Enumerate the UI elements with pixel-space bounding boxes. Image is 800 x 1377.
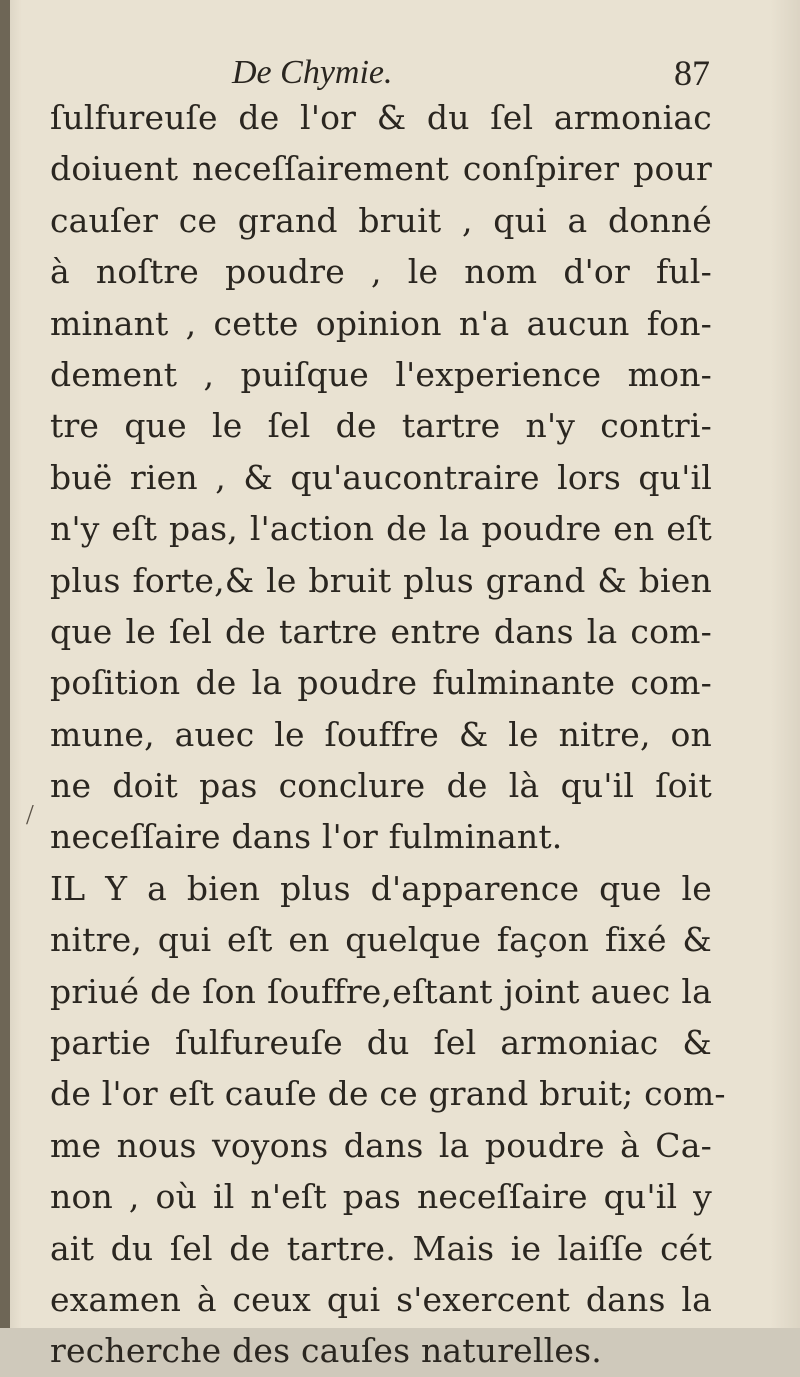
- page-gutter-shadow: [0, 0, 10, 1328]
- text-line: buë rien , & qu'aucontraire lors qu'il: [50, 457, 712, 497]
- text-line: poſition de la poudre fulminante com-: [50, 663, 712, 703]
- text-line: priué de ſon ſouffre,eſtant joint auec la: [50, 971, 712, 1011]
- running-title: De Chymie.: [232, 54, 393, 91]
- text-line: ſulfureuſe de l'or & du ſel armoniac: [50, 98, 712, 137]
- text-line: minant , cette opinion n'a aucun fon-: [50, 303, 712, 343]
- text-line: dement , puiſque l'experience mon-: [50, 354, 712, 394]
- text-line: partie ſulfureuſe du ſel armoniac &: [50, 1023, 712, 1063]
- text-line: de l'or eſt cauſe de ce grand bruit; com-: [50, 1074, 726, 1114]
- text-line: examen à ceux qui s'exercent dans la: [50, 1279, 712, 1319]
- text-line: ait du ſel de tartre. Mais ie laiſſe cét: [50, 1228, 712, 1268]
- text-line: plus forte,& le bruit plus grand & bien: [50, 560, 712, 600]
- text-line: tre que le ſel de tartre n'y contri-: [50, 406, 712, 446]
- text-line: que le ſel de tartre entre dans la com-: [50, 611, 712, 651]
- text-line: non , où il n'eſt pas neceſſaire qu'il y: [50, 1177, 712, 1217]
- page-number: 87: [674, 53, 710, 93]
- text-line: doiuent neceſſairement conſpirer pour: [50, 149, 712, 189]
- text-line: mune, auec le ſouffre & le nitre, on: [50, 714, 712, 754]
- text-line: neceſſaire dans l'or fulminant.: [50, 817, 563, 857]
- margin-mark: /: [26, 800, 34, 831]
- text-line: ne doit pas conclure de là qu'il ſoit: [50, 766, 712, 806]
- text-line: IL Y a bien plus d'apparence que le: [50, 868, 712, 908]
- text-line: recherche des cauſes naturelles.: [50, 1331, 602, 1371]
- text-line: n'y eſt pas, l'action de la poudre en eſt: [50, 509, 712, 549]
- text-line: à noſtre poudre , le nom d'or ful-: [50, 252, 712, 292]
- text-line: nitre, qui eſt en quelque façon fixé &: [50, 920, 712, 960]
- running-head: [50, 50, 710, 96]
- body-text: [50, 92, 726, 1377]
- text-line: me nous voyons dans la poudre à Ca-: [50, 1125, 712, 1165]
- text-line: cauſer ce grand bruit , qui a donné: [50, 200, 712, 240]
